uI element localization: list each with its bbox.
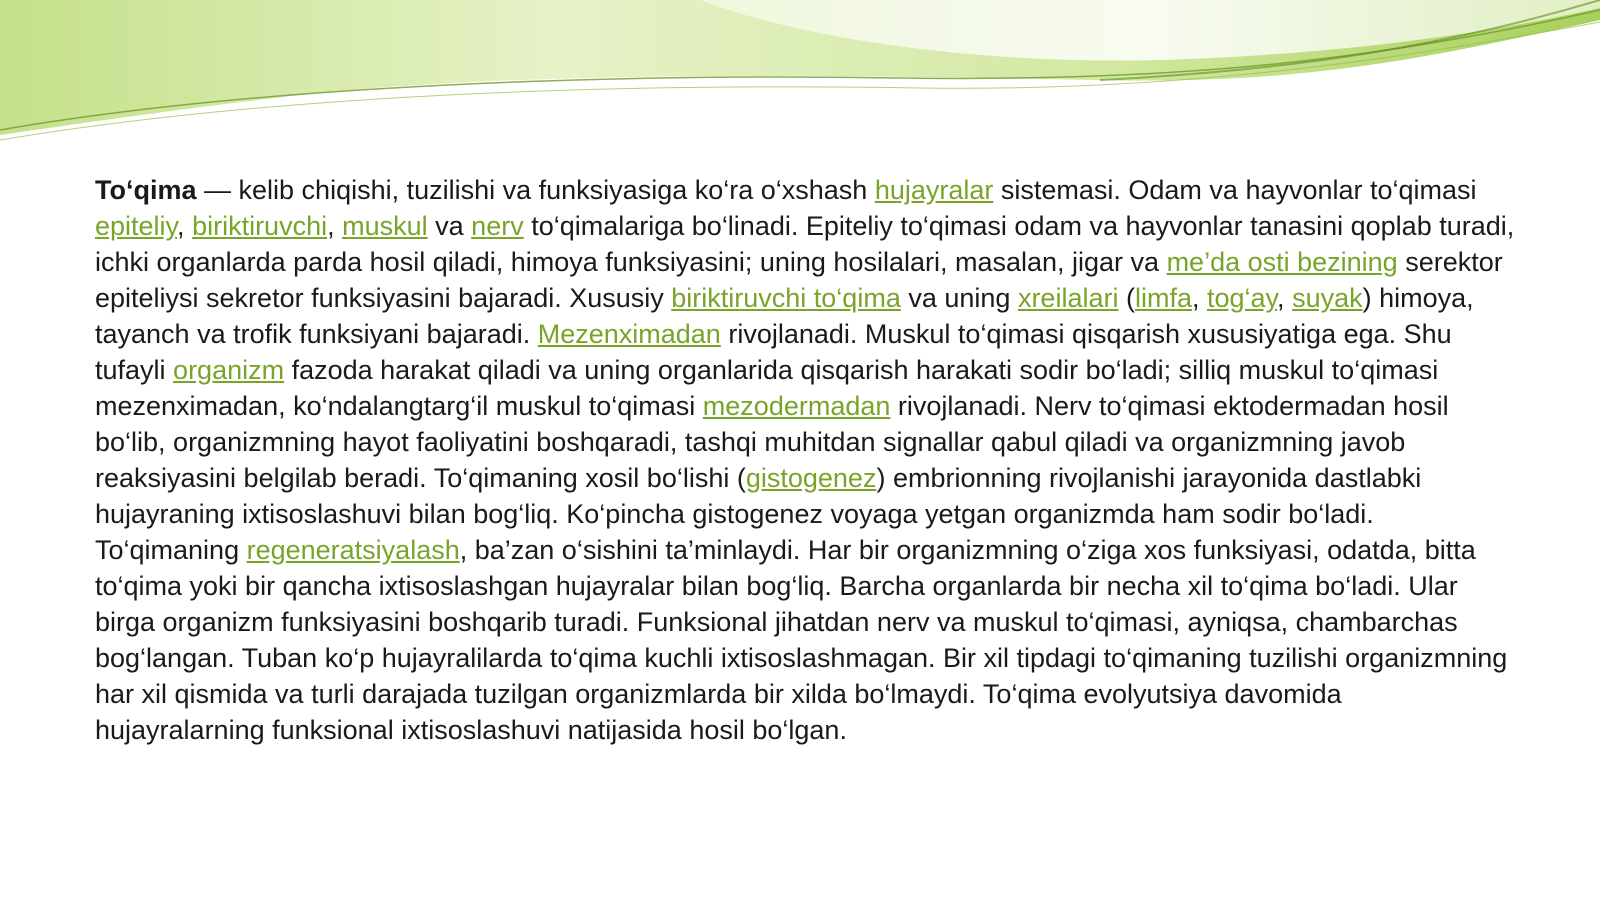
- text-segment: va uning: [900, 283, 1018, 313]
- link-limfa[interactable]: limfa: [1134, 283, 1192, 313]
- text-segment: — kelib chiqishi, tuzilishi va funksiyasiga ko‘ra o‘xshash: [196, 175, 875, 205]
- link-togay[interactable]: tog‘ay: [1207, 283, 1278, 313]
- link-regeneratsiyalash[interactable]: regeneratsiyalash: [246, 535, 460, 565]
- link-muskul[interactable]: muskul: [342, 211, 428, 241]
- text-segment: sistemasi. Odam va hayvonlar to‘qimasi: [993, 175, 1477, 205]
- link-meda-osti-bezining[interactable]: me’da osti bezining: [1166, 247, 1398, 277]
- term-toqima: To‘qima: [95, 175, 197, 205]
- text-segment: rivojlanadi. Muskul to‘qimasi qisqarish xususiyatiga ega. Shu tufayli: [95, 319, 1452, 385]
- text-segment: , ba’zan o‘sishini ta’minlaydi. Har bir organizmning o‘ziga xos funksiyasi, odatda, bitta to‘qima yoki bir qancha ixtisoslashgan hujayralar bilan bog‘liq. Barcha organlarda bir necha xil to‘qima bo‘ladi. Ular birga organizm funksiyasini boshqarib turadi. Funksional jihatdan nerv va muskul to‘qimasi, ayniqsa, chambarchas bog‘langan. Tuban ko‘p hujayralilarda to‘qima kuchli ixtisoslashmagan. Bir xil tipdagi to‘qimaning tuzilishi organizmning har xil qismida va turli darajada tuzilgan organizmlarda bir xilda bo‘lmaydi. To‘qima evolyutsiya davomida hujayralarning funksional ixtisoslashuvi natijasida hosil bo‘lgan.: [95, 535, 1508, 745]
- text-segment: ) embrionning rivojlanishi jarayonida dastlabki hujayraning ixtisoslashuvi bilan bog‘liq. Ko‘pincha gistogenez voyaga yetgan organizmda ham sodir bo‘ladi. To‘qimaning: [95, 463, 1422, 565]
- link-biriktiruvchi[interactable]: biriktiruvchi: [192, 211, 328, 241]
- link-gistogenez[interactable]: gistogenez: [745, 463, 877, 493]
- text-segment: to‘qimalariga bo‘linadi. Epiteliy to‘qimasi odam va hayvonlar tanasini qoplab turadi, ichki organlarda parda hosil qiladi, himoya funksiyasini; uning hosilalari, masalan, jigar va: [95, 211, 1515, 277]
- link-mezenximadan[interactable]: Mezenximadan: [537, 319, 721, 349]
- text-segment: serektor epiteliysi sekretor funksiyasini bajaradi. Xususiy: [95, 247, 1503, 313]
- link-organizm[interactable]: organizm: [173, 355, 285, 385]
- body-paragraph: [95, 172, 1515, 748]
- text-segment: rivojlanadi. Nerv to‘qimasi ektodermadan hosil bo‘lib, organizmning hayot faoliyatini boshqaradi, tashqi muhitdan signallar qabul qiladi va organizmning javob reaksiyasini belgilab beradi. To‘qimaning xosil bo‘lishi (: [95, 391, 1449, 493]
- link-hujayralar[interactable]: hujayralar: [874, 175, 994, 205]
- text-segment: ,: [327, 211, 343, 241]
- text-segment: (: [1118, 283, 1135, 313]
- link-biriktiruvchi-toqima[interactable]: biriktiruvchi to‘qima: [671, 283, 901, 313]
- text-segment: ) himoya, tayanch va trofik funksiyani bajaradi.: [95, 283, 1474, 349]
- text-segment: ,: [1191, 283, 1207, 313]
- text-segment: fazoda harakat qiladi va uning organlarida qisqarish harakati sodir bo‘ladi; silliq muskul to‘qimasi mezenximadan, ko‘ndalangtarg‘il muskul to‘qimasi: [95, 355, 1439, 421]
- text-segment: va: [427, 211, 472, 241]
- link-nerv[interactable]: nerv: [471, 211, 524, 241]
- link-mezodermadan[interactable]: mezodermadan: [702, 391, 891, 421]
- link-suyak[interactable]: suyak: [1292, 283, 1363, 313]
- header-wave-decoration: [0, 0, 1600, 150]
- text-segment: ,: [177, 211, 193, 241]
- text-segment: ,: [1277, 283, 1293, 313]
- link-xreilalari[interactable]: xreilalari: [1017, 283, 1119, 313]
- link-epiteliy[interactable]: epiteliy: [95, 211, 178, 241]
